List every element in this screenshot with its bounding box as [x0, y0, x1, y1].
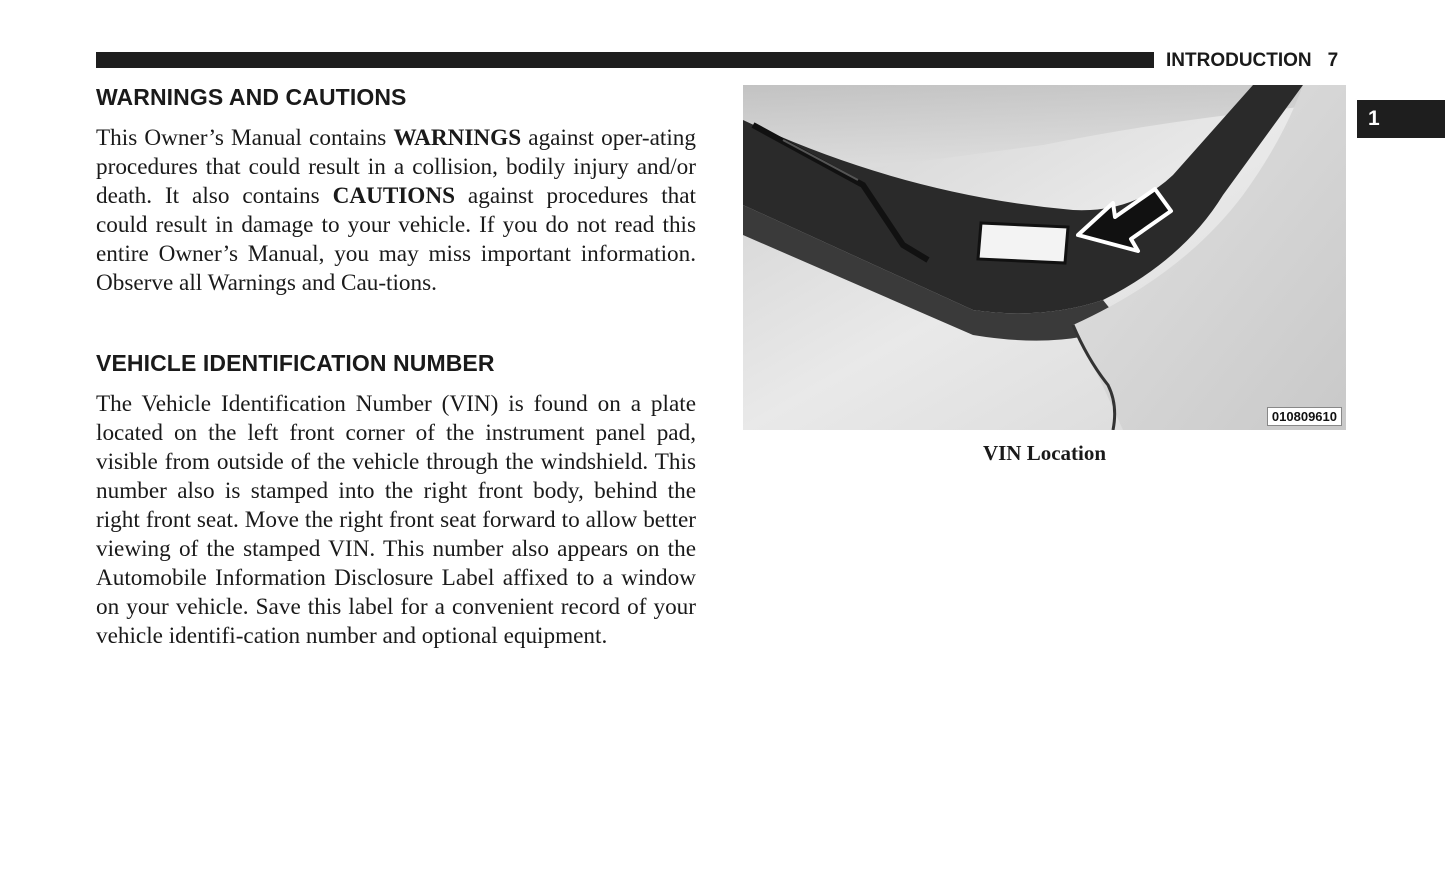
warnings-heading: WARNINGS AND CAUTIONS: [96, 84, 407, 110]
vin-location-figure: [743, 85, 1346, 430]
chapter-tab[interactable]: 1: [1357, 100, 1445, 138]
warnings-text-2: against oper-ating procedures that could result in a collision, bodily injury and/or death. It also contains: [96, 125, 696, 209]
vin-plate: [978, 223, 1068, 263]
figure-code: 010809610: [1267, 407, 1342, 426]
windshield-illustration: [743, 85, 1346, 430]
header-rule: [96, 52, 1154, 68]
section-title: INTRODUCTION: [1166, 50, 1312, 71]
warnings-term: WARNINGS: [393, 125, 522, 151]
warnings-paragraph: [96, 124, 696, 298]
figure-caption: VIN Location: [982, 441, 1107, 465]
warnings-text-1: This Owner’s Manual contains: [96, 125, 394, 151]
page-number: 7: [1327, 50, 1339, 71]
warnings-text-3: against procedures that could result in damage to your vehicle. If you do not read this entire Owner’s Manual, you may miss important information. Observe all Warnings and Cau-tions.: [96, 183, 696, 296]
cautions-term: CAUTIONS: [332, 183, 455, 209]
vin-paragraph: The Vehicle Identification Number (VIN) is found on a plate located on the left front corner of the instrument panel pad, visible from outside of the vehicle through the windshield. This number also is stamped into the right front body, behind the right front seat. Move the right front seat forward to allow better viewing of the stamped VIN. This number also appears on the Automobile Information Disclosure Label affixed to a window on your vehicle. Save this label for a convenient record of your vehicle identifi-cation number and optional equipment.: [96, 391, 696, 649]
running-head: [1166, 50, 1348, 72]
vin-heading: VEHICLE IDENTIFICATION NUMBER: [96, 350, 495, 376]
